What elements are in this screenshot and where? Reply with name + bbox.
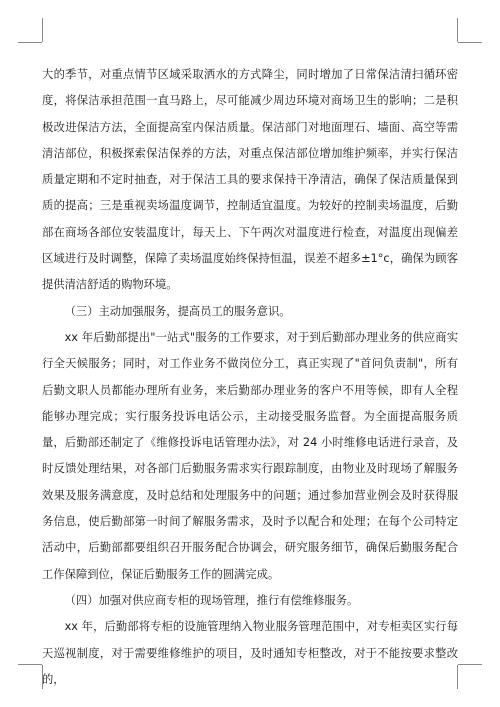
paragraph-continued: 大的季节，对重点情节区域采取洒水的方式降尘，同时增加了日常保洁清扫循环密度，将保洁承担范围一直马路上，尽可能减少周边环境对商场卫生的影响；二是积极改进保洁方法，全面提高室内保洁质量。保洁部门对地面理石、墙面、高空等需清洁部位，积极探索保洁保养的方法，对重点保洁部位增加维护频率，并实行保洁质量定期和不定时抽查，对于保洁工具的要求保持干净清洁，确保了保洁质量保到质的提高；三是重视卖场温度调节，控制适宜温度。为较好的控制卖场温度，后勤部在商场各部位安装温度计，每天上、下午两次对温度进行检查，对温度出现偏差区域进行及时调整，保障了卖场温度始终保持恒温，误差不超多±1°c，确保为顾客提供清洁舒适的购物环境。 — [42, 68, 458, 292]
section-heading-3: （三）主动加强服务，提高员工的服务意识。 — [64, 304, 291, 318]
crop-mark-top-left — [18, 18, 48, 48]
paragraph-service: xx 年后勤部提出"一站式"服务的工作要求，对于到后勤部办理业务的供应商实行全天候服务；同时，对工作业务不做岗位分工，真正实现了"首问负责制"，所有后勤文职人员都能办理所有业务，来后勤部办理业务的客户不用等候，即有人全程能够办理完成；实行服务投诉电话公示，主动接受服务监督。为全面提高服务质量，后勤部还制定了《维修投诉电话管理办法》，对 24 小时维修电话进行录音，及时反馈处理结果，对各部门后勤服务需求实行跟踪制度，由物业及时现场了解服务效果及服务满意度，及时总结和处理服务中的问题；通过参加营业例会及时获得服务信息，使后勤部第一时间了解服务需求，及时予以配合和处理；在每个公司特定活动中，后勤部都要组织召开服务配合协调会，研究服务细节，确保后勤服务配合工作保障到位，保证后勤服务工作的圆满完成。 — [42, 330, 458, 581]
crop-mark-top-right — [452, 18, 482, 48]
document-body — [42, 62, 458, 693]
paragraph-counter-management: xx 年，后勤部将专柜的设施管理纳入物业服务管理范围中，对专柜卖区实行每天巡视制度，对于需要维修维护的项目，及时通知专柜整改，对于不能按要求整改的， — [42, 620, 458, 686]
section-heading-4: （四）加强对供应商专柜的现场管理，推行有偿维修服务。 — [64, 593, 359, 607]
